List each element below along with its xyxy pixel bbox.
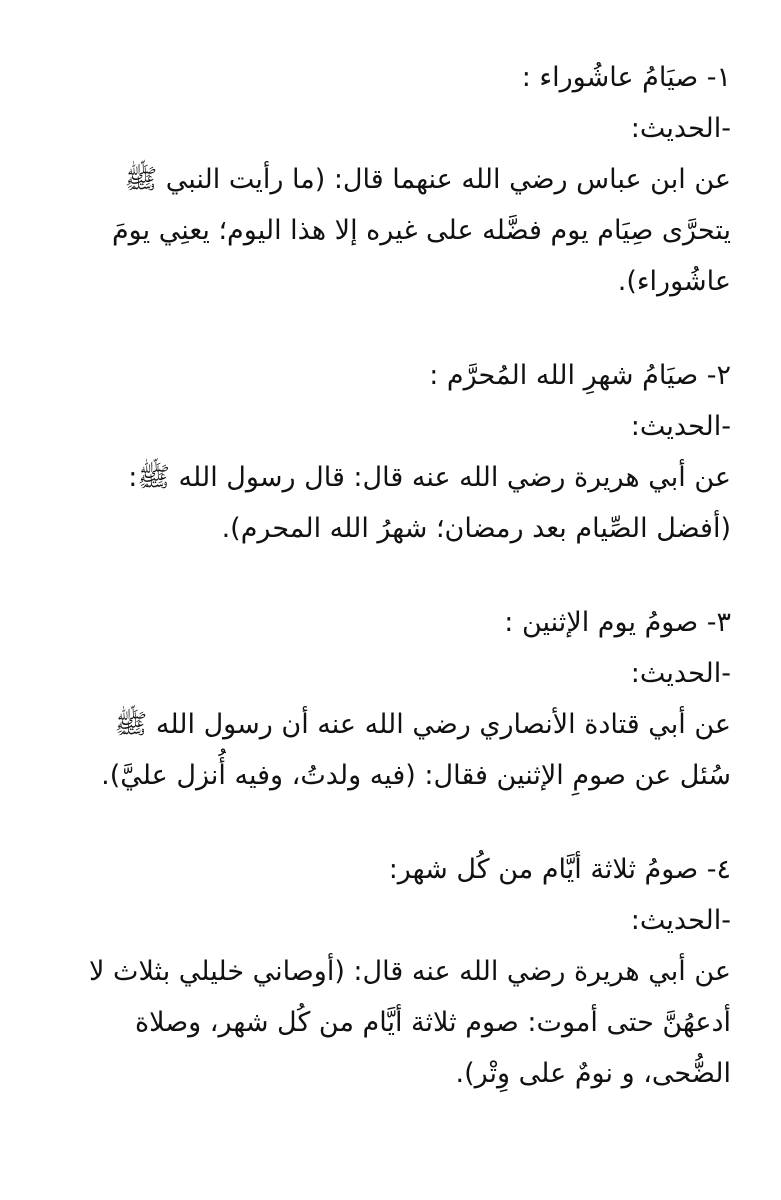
hadith-line: عن أبي هريرة رضي الله عنه قال: قال رسول الله ﷺ:	[128, 462, 731, 493]
hadith-line: يتحرَّى صِيَام يوم فضَّله على غيره إلا هذا اليوم؛ يعنِي يومَ	[111, 215, 731, 246]
section-muharram	[40, 350, 731, 554]
hadith-label: -الحديث:	[630, 411, 731, 442]
hadith-line: الضُّحى، و نومٌ على وِتْر).	[455, 1058, 731, 1089]
section-ashura	[40, 52, 731, 307]
section-title: ١- صيَامُ عاشُوراء :	[521, 62, 731, 93]
hadith-line: عاشُوراء).	[617, 266, 731, 297]
hadith-line: (أفضل الصِّيام بعد رمضان؛ شهرُ الله المحرم).	[221, 513, 731, 544]
hadith-line: أدعهُنَّ حتى أموت: صوم ثلاثة أيَّام من كُل شهر، وصلاة	[134, 1007, 731, 1038]
hadith-line: عن أبي قتادة الأنصاري رضي الله عنه أن رسول الله ﷺ	[114, 709, 731, 740]
section-title: ٢- صيَامُ شهرِ الله المُحرَّم :	[429, 360, 731, 391]
hadith-line: سُئل عن صومِ الإثنين فقال: (فيه ولدتُ، وفيه أُنزل عليَّ).	[101, 760, 731, 791]
section-monday	[40, 597, 731, 801]
section-title: ٣- صومُ يوم الإثنين :	[504, 607, 731, 638]
section-title: ٤- صومُ ثلاثة أيَّام من كُل شهر:	[388, 854, 731, 885]
document-page	[40, 52, 731, 1142]
hadith-label: -الحديث:	[630, 658, 731, 689]
hadith-label: -الحديث:	[630, 113, 731, 144]
section-three-days	[40, 844, 731, 1099]
hadith-line: عن ابن عباس رضي الله عنهما قال: (ما رأيت النبي ﷺ	[124, 164, 731, 195]
hadith-label: -الحديث:	[630, 905, 731, 936]
hadith-line: عن أبي هريرة رضي الله عنه قال: (أوصاني خليلي بثلاث لا	[89, 956, 731, 987]
